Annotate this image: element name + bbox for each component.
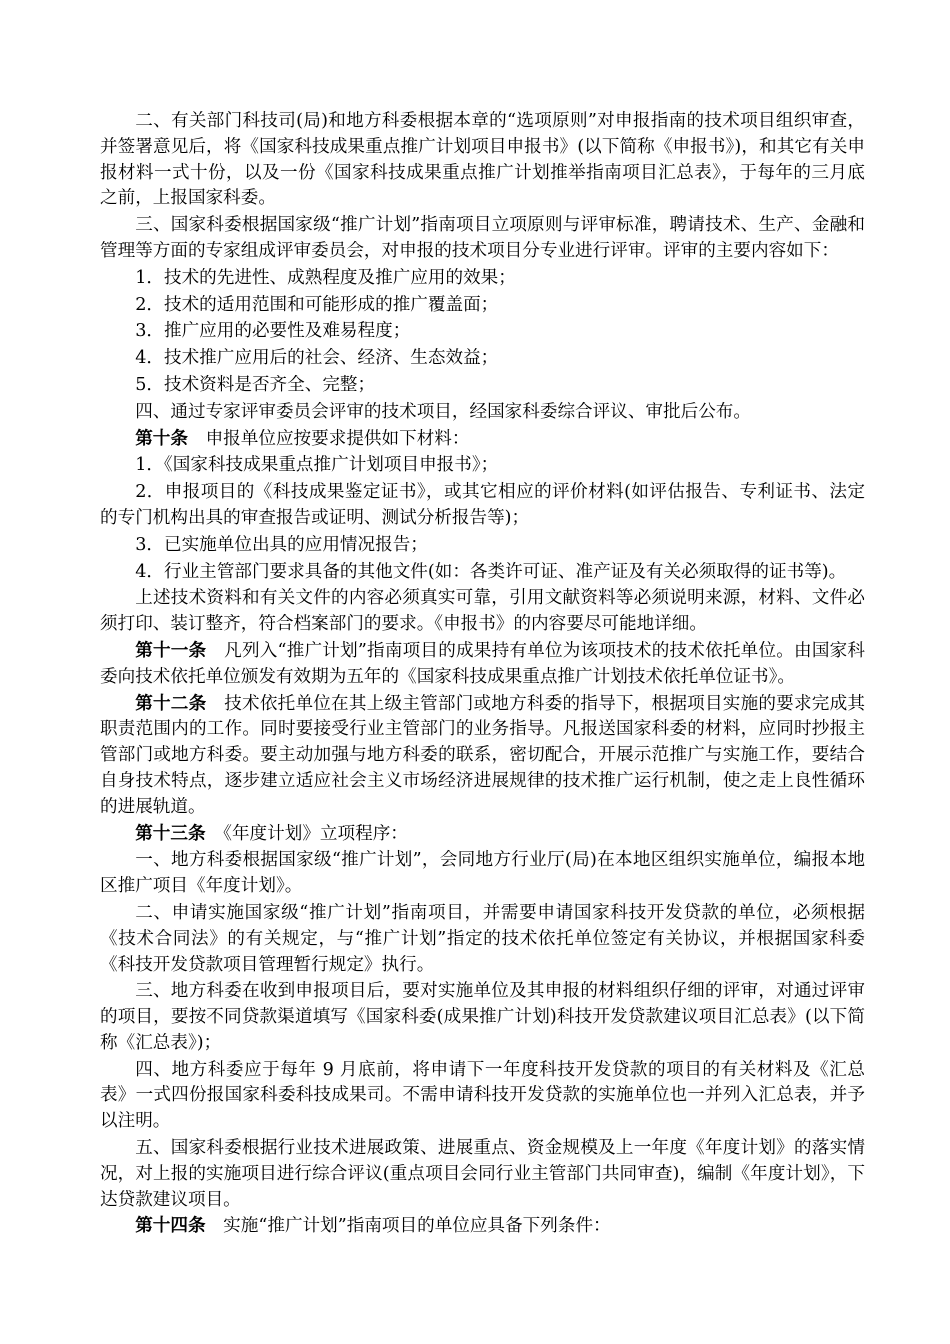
list-item [100, 452, 865, 479]
paragraph-text: 1．《国家科技成果重点推广计划项目申报书》； [135, 455, 499, 476]
paragraph-text: 凡列入“推广计划”指南项目的成果持有单位为该项技术的技术依托单位。由国家科委向技术依托单位颁发有效期为五年的《国家科技成果重点推广计划技术依托单位证书》。 [100, 640, 865, 687]
paragraph-text: 上述技术资料和有关文件的内容必须真实可靠，引用文献资料等必须说明来源，材料、文件必须打印、装订整齐，符合档案部门的要求。《申报书》的内容要尽可能地详细。 [100, 588, 865, 635]
paragraph [100, 1135, 865, 1213]
paragraph-text: 2．技术的适用范围和可能形成的推广覆盖面； [135, 294, 499, 315]
paragraph [100, 108, 865, 212]
paragraph-text: 4．行业主管部门要求具备的其他文件(如：各类许可证、准产证及有关必须取得的证书等)。 [135, 561, 847, 582]
paragraph-text: 3．推广应用的必要性及难易程度； [135, 321, 411, 342]
list-item [100, 372, 865, 399]
article-heading: 第十三条 [135, 822, 206, 844]
list-item [100, 559, 865, 586]
article-heading: 第十一条 [135, 639, 207, 661]
paragraph-text: 三、国家科委根据国家级“推广计划”指南项目立项原则与评审标准，聘请技术、生产、金融和管理等方面的专家组成评审委员会，对申报的技术项目分专业进行评审。评审的主要内容如下： [100, 215, 865, 261]
article-12 [100, 691, 865, 821]
paragraph-text: 二、申请实施国家级“推广计划”指南项目，并需要申请国家科技开发贷款的单位，必须根据《技术合同法》的有关规定，与“推广计划”指定的技术依托单位签定有关协议，并根据国家科委《科技开发贷款项目管理暂行规定》执行。 [100, 902, 865, 975]
list-item [100, 532, 865, 559]
paragraph [100, 212, 865, 265]
list-item [100, 292, 865, 319]
paragraph [100, 399, 865, 426]
paragraph [100, 585, 865, 638]
paragraph-text: 四、地方科委应于每年 9 月底前，将申请下一年度科技开发贷款的项目的有关材料及《汇总表》一式四份报国家科委科技成果司。不需申请科技开发贷款的实施单位也一并列入汇总表，并予以注明。 [100, 1059, 865, 1132]
list-item [100, 479, 865, 532]
paragraph-text: 申报单位应按要求提供如下材料： [187, 428, 470, 449]
paragraph-text: 四、通过专家评审委员会评审的技术项目，经国家科委综合评议、审批后公布。 [135, 401, 751, 422]
list-item [100, 265, 865, 292]
paragraph [100, 847, 865, 900]
document-body [100, 108, 865, 1240]
article-11 [100, 638, 865, 691]
paragraph-text: 5．技术资料是否齐全、完整； [135, 374, 376, 395]
paragraph-text: 2．申报项目的《科技成果鉴定证书》，或其它相应的评价材料(如评估报告、专利证书、法定的专门机构出具的审查报告或证明、测试分析报告等)； [100, 482, 865, 528]
article-10 [100, 426, 865, 453]
article-13 [100, 821, 865, 848]
paragraph-text: 1．技术的先进性、成熟程度及推广应用的效果； [135, 267, 516, 288]
paragraph-text: 一、地方科委根据国家级“推广计划”，会同地方行业厅(局)在本地区组织实施单位，编报本地区推广项目《年度计划》。 [100, 850, 865, 897]
article-14 [100, 1213, 865, 1240]
paragraph-text: 五、国家科委根据行业技术进展政策、进展重点、资金规模及上一年度《年度计划》的落实情况，对上报的实施项目进行综合评议(重点项目会同行业主管部门共同审查)，编制《年度计划》，下达贷款建议项目。 [100, 1138, 865, 1210]
article-heading: 第十条 [135, 427, 188, 449]
list-item [100, 345, 865, 372]
paragraph-text: 4．技术推广应用后的社会、经济、生态效益； [135, 348, 499, 369]
paragraph-text: 二、有关部门科技司(局)和地方科委根据本章的“选项原则”对申报指南的技术项目组织审查，并签署意见后，将《国家科技成果重点推广计划项目申报书》(以下简称《申报书》)，和其它有关申报材料一式十份，以及一份《国家科技成果重点推广计划推举指南项目汇总表》，于每年的三月底之前，上报国家科委。 [100, 111, 865, 209]
paragraph [100, 900, 865, 978]
paragraph-text: 3．已实施单位出具的应用情况报告； [135, 534, 428, 555]
article-heading: 第十四条 [135, 1215, 206, 1237]
paragraph-text: 三、地方科委在收到申报项目后，要对实施单位及其申报的材料组织仔细的评审，对通过评审的项目，要按不同贷款渠道填写《国家科委(成果推广计划)科技开发贷款建议项目汇总表》(以下简称《汇总表》)； [100, 981, 865, 1053]
paragraph-text: 技术依托单位在其上级主管部门或地方科委的指导下，根据项目实施的要求完成其职责范围内的工作。同时要接受行业主管部门的业务指导。凡报送国家科委的材料，应同时抄报主管部门或地方科委。要主动加强与地方科委的联系，密切配合，开展示范推广与实施工作，要结合自身技术特点，逐步建立适应社会主义市场经济进展规律的技术推广运行机制，使之走上良性循环的进展轨道。 [100, 693, 865, 817]
paragraph-text: 《年度计划》立项程序： [205, 823, 408, 844]
list-item [100, 318, 865, 345]
paragraph [100, 1057, 865, 1135]
paragraph [100, 978, 865, 1056]
paragraph-text: 实施“推广计划”指南项目的单位应具备下列条件： [205, 1216, 611, 1237]
article-heading: 第十二条 [135, 692, 207, 714]
